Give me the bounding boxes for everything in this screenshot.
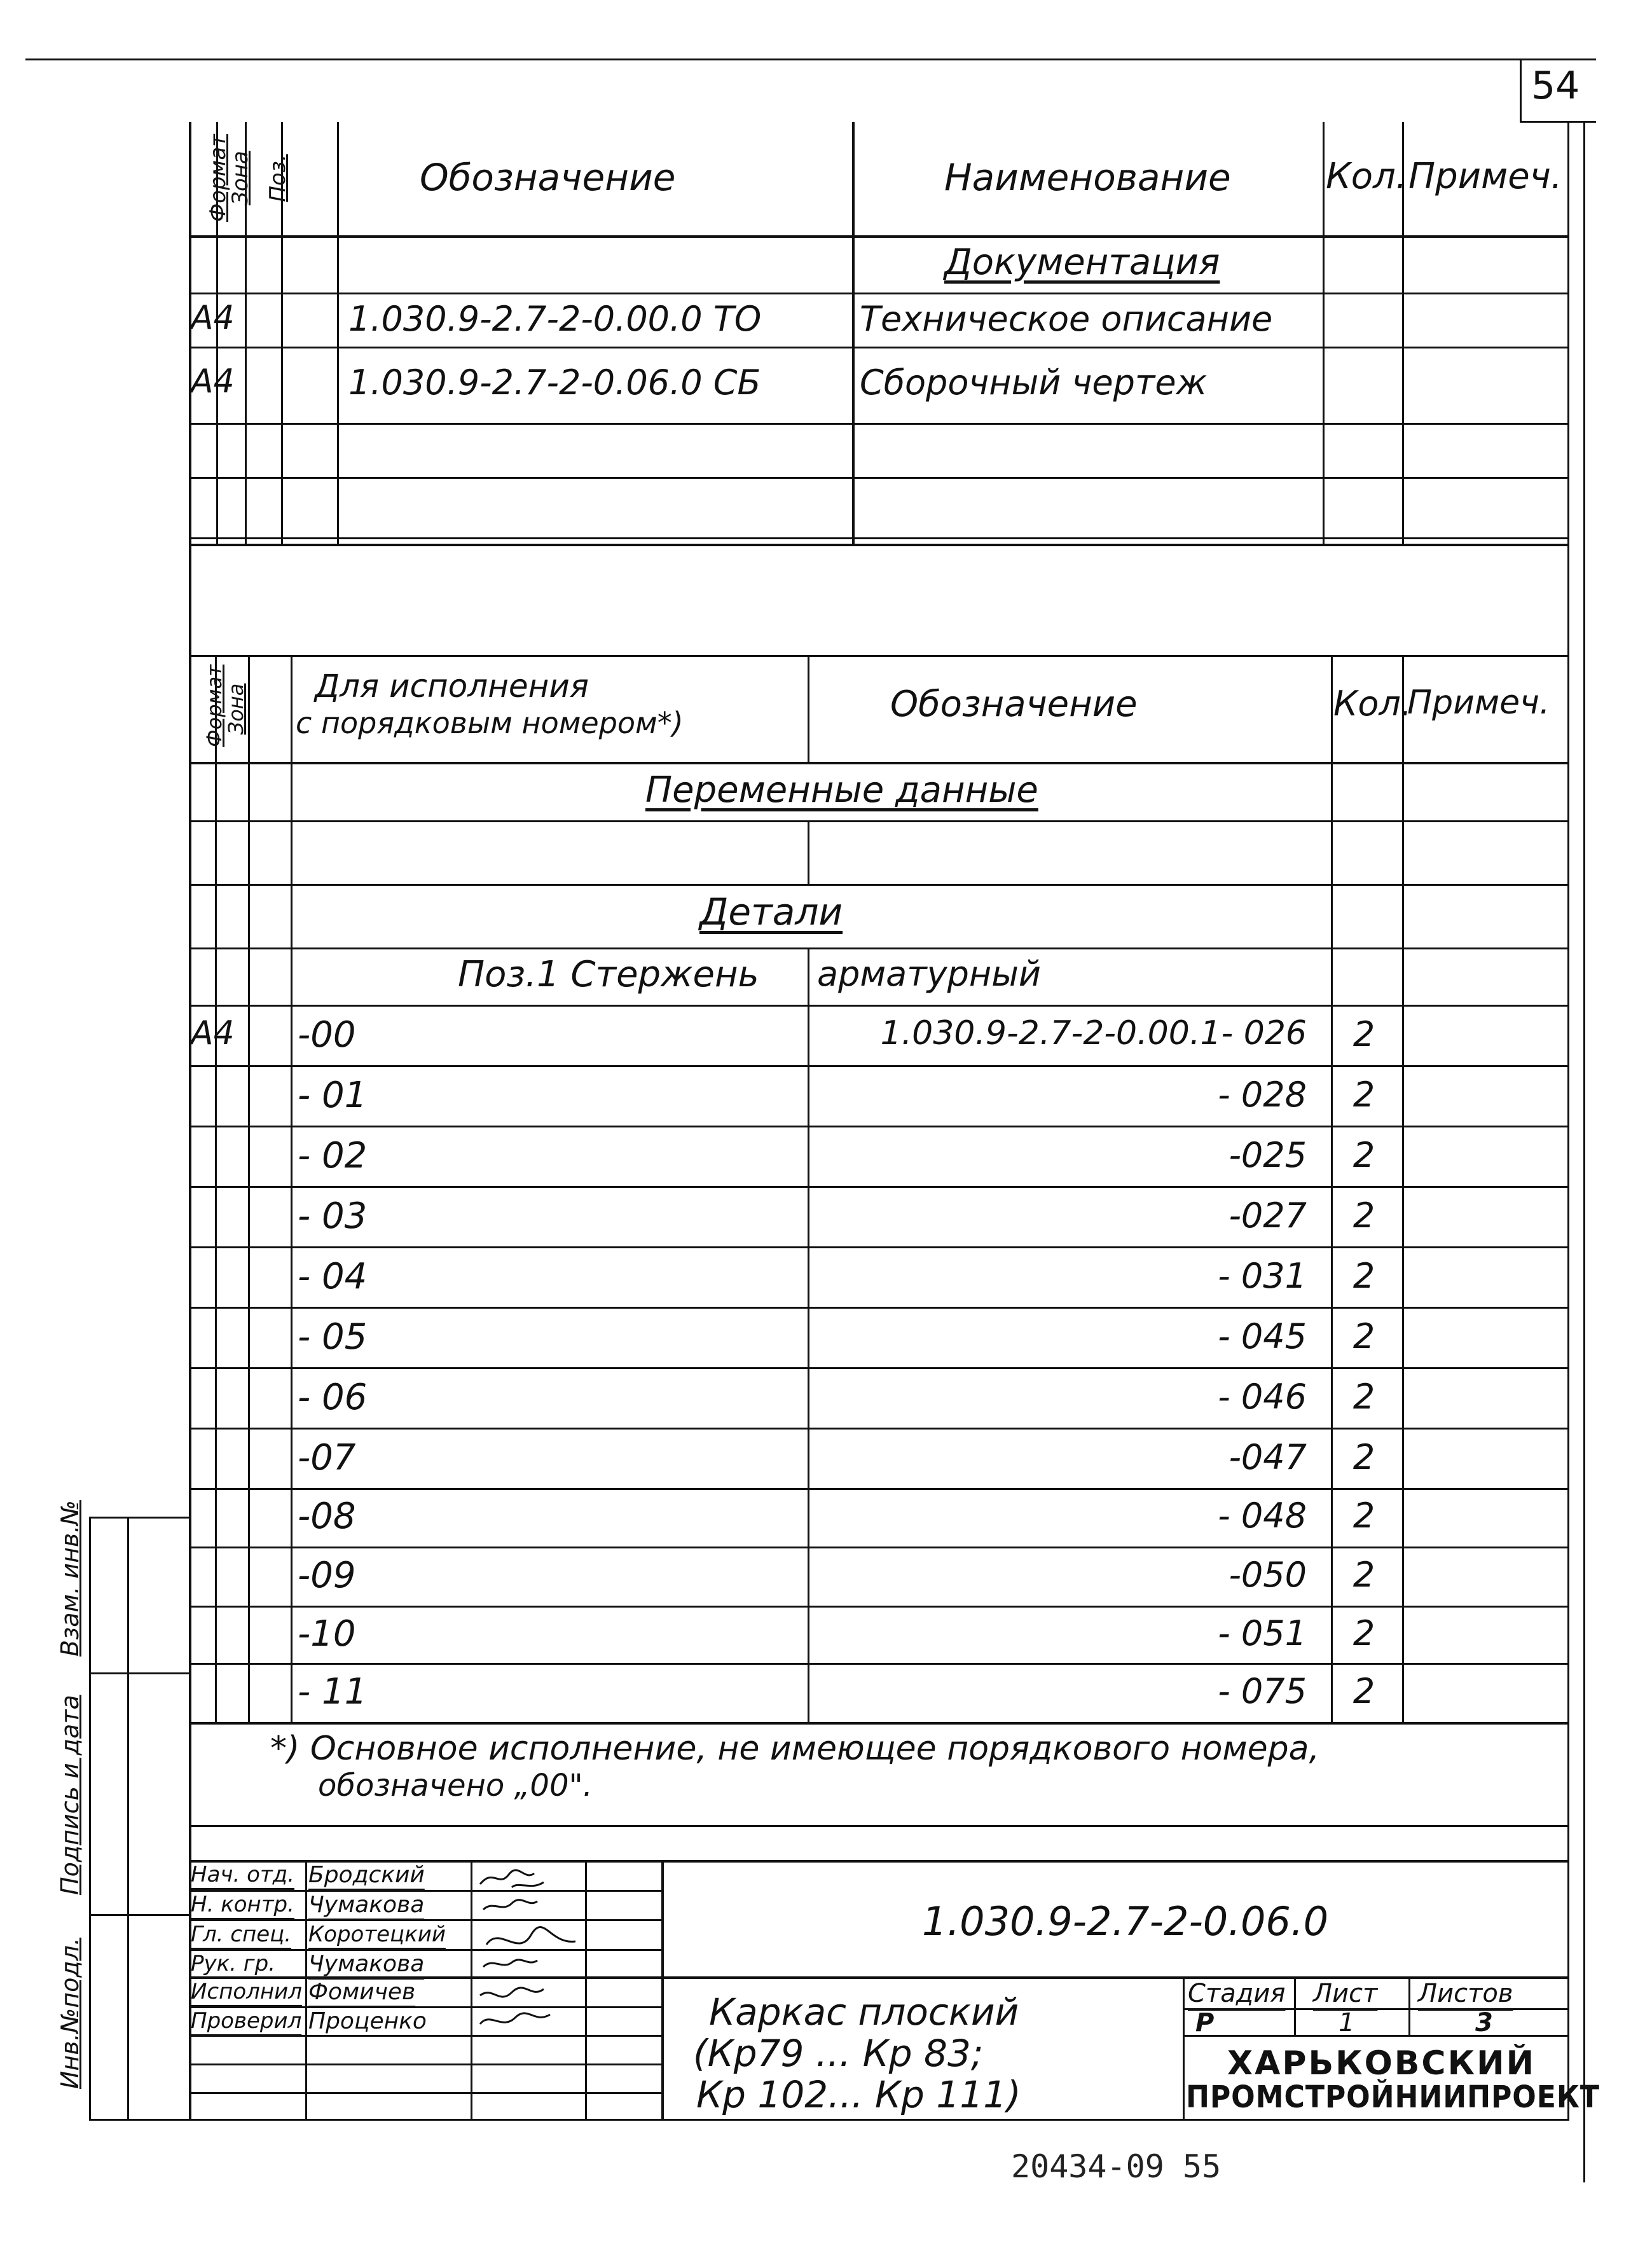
- var-row-line: [189, 820, 1569, 822]
- var-row-designation: - 046: [1218, 1377, 1307, 1417]
- tb-title-line2: (Кр79 ... Кр 83;: [693, 2032, 984, 2075]
- side-label-signature-date: Подпись и дата: [56, 1695, 84, 1895]
- var-row-designation: - 048: [1218, 1496, 1307, 1536]
- var-pos-label-cont: арматурный: [817, 954, 1041, 994]
- var-row-designation: - 075: [1218, 1671, 1307, 1711]
- side-strip-div2: [89, 1914, 191, 1916]
- top-row-line: [189, 477, 1569, 479]
- top-row2-name: Сборочный чертеж: [860, 362, 1208, 403]
- var-row-designation: - 051: [1218, 1613, 1307, 1653]
- top-header-format: Формат: [205, 134, 231, 222]
- tb-col-role: [305, 1860, 307, 2121]
- tb-role: Проверил: [191, 2008, 302, 2034]
- var-row-variant: -07: [298, 1437, 356, 1478]
- var-row-qty: 2: [1353, 1256, 1375, 1296]
- tb-sheets-value: 3: [1475, 2008, 1493, 2037]
- var-row-designation: -047: [1229, 1437, 1307, 1477]
- var-col-variant: [291, 655, 293, 1723]
- var-row-line: [189, 1663, 1569, 1665]
- var-row-variant: - 05: [298, 1316, 368, 1358]
- tb-stage-bottom: [1183, 2035, 1567, 2037]
- tb-role: Рук. гр.: [191, 1951, 276, 1976]
- var-row-line: [189, 1428, 1569, 1430]
- sheet-top-border: [25, 59, 1596, 60]
- table-right-border: [1567, 122, 1569, 1915]
- var-row-qty: 2: [1353, 1496, 1375, 1536]
- var-header-qty: Кол.: [1333, 684, 1412, 724]
- var-row-designation: - 028: [1218, 1075, 1307, 1115]
- var-pos-label: Поз.1 Стержень: [458, 954, 759, 995]
- var-row-qty: 2: [1353, 1014, 1375, 1054]
- top-row-line: [189, 347, 1569, 348]
- tb-role: Исполнил: [191, 1979, 302, 2004]
- var-row-qty: 2: [1353, 1195, 1375, 1236]
- var-row-qty: 2: [1353, 1135, 1375, 1175]
- top-header-bottom: [189, 235, 1569, 238]
- side-label-inv-orig: Инв.№подл.: [56, 1937, 84, 2089]
- tb-person: Чумакова: [308, 1892, 425, 1918]
- var-row-designation: 1.030.9-2.7-2-0.00.1- 026: [880, 1014, 1307, 1052]
- tb-stage-left: [1183, 1978, 1185, 2121]
- tb-col-name: [471, 1860, 472, 2121]
- tb-col-date: [661, 1860, 664, 2121]
- tb-org-line2: ПРОМСТРОЙНИИПРОЕКТ: [1186, 2079, 1600, 2115]
- footnote-line2: обозначено „00".: [318, 1768, 593, 1803]
- var-header-note: Примеч.: [1407, 684, 1550, 722]
- var-header-bottom: [189, 762, 1569, 764]
- var-header-designation: Обозначение: [890, 684, 1138, 725]
- corner-box-left: [1520, 59, 1522, 122]
- var-section-parts: Детали: [699, 890, 843, 934]
- tb-sheet-value: 1: [1339, 2008, 1355, 2037]
- top-row1-name: Техническое описание: [860, 299, 1273, 339]
- var-row-variant: -10: [298, 1613, 356, 1655]
- tb-col-sign: [585, 1860, 587, 2121]
- var-row-designation: - 045: [1218, 1316, 1307, 1356]
- var-row-variant: - 06: [298, 1377, 368, 1418]
- frame-left-line: [189, 122, 191, 2119]
- var-header-format: Формат: [202, 665, 226, 747]
- top-header-pos: Поз.: [265, 154, 291, 202]
- tb-person: Коротецкий: [308, 1922, 446, 1947]
- top-row-line: [189, 537, 1569, 539]
- top-header-zone: Зона: [228, 151, 253, 205]
- var-col-format: [215, 655, 217, 1723]
- tb-org-line1: ХАРЬКОВСКИЙ: [1227, 2044, 1536, 2083]
- footnote-bottom: [189, 1825, 1569, 1827]
- tb-role: Н. контр.: [191, 1892, 294, 1917]
- variant-table-top: [189, 655, 1569, 657]
- tb-document-code: 1.030.9-2.7-2-0.06.0: [922, 1898, 1329, 1945]
- var-row-line: [189, 947, 1569, 949]
- var-row-designation: -050: [1229, 1555, 1307, 1595]
- var-table-bottom: [189, 1722, 1569, 1725]
- var-row-variant: -08: [298, 1496, 356, 1537]
- footnote-line1: *) Основное исполнение, не имеющее порядкового номера,: [270, 1730, 1320, 1768]
- bottom-stamp: 20434-09: [1011, 2148, 1164, 2185]
- top-row1-format: А4: [191, 299, 235, 337]
- var-row-line: [189, 1307, 1569, 1309]
- top-col-qty: [1323, 122, 1325, 545]
- var-row-line: [189, 1488, 1569, 1490]
- var-col-note: [1402, 655, 1404, 1723]
- tb-people-line: [189, 1919, 663, 1921]
- var-row-line: [189, 1065, 1569, 1067]
- var-section-variable-data: Переменные данные: [645, 769, 1038, 811]
- var-col-designation-b: [808, 820, 809, 884]
- tb-sheet-label: Лист: [1313, 1979, 1378, 2008]
- var-row-qty: 2: [1353, 1555, 1375, 1595]
- top-table-bottom: [189, 544, 1569, 546]
- side-strip-div1: [89, 1672, 191, 1674]
- signatures-scribble: [474, 1862, 582, 2034]
- var-col-qty: [1331, 655, 1333, 1723]
- tb-stage-mid: [1183, 2008, 1567, 2010]
- var-row-designation: - 031: [1218, 1256, 1307, 1296]
- top-header-name: Наименование: [944, 156, 1231, 199]
- bottom-page-number: 55: [1183, 2148, 1222, 2185]
- tb-title-line3: Кр 102... Кр 111): [696, 2073, 1021, 2116]
- tb-person: Проценко: [308, 2008, 427, 2034]
- tb-sheets-label: Листов: [1418, 1979, 1513, 2008]
- tb-people-line: [189, 2064, 663, 2065]
- top-row-line: [189, 423, 1569, 425]
- tb-stage-sep1: [1294, 1978, 1296, 2035]
- var-row-variant: - 02: [298, 1135, 368, 1176]
- var-row-designation: -025: [1229, 1135, 1307, 1175]
- var-header-variant-line2: с порядковым номером*): [296, 706, 684, 740]
- top-header-designation: Обозначение: [420, 156, 676, 199]
- side-strip-mid: [127, 1517, 129, 2121]
- var-row-line: [189, 1547, 1569, 1548]
- top-header-note: Примеч.: [1408, 156, 1562, 197]
- var-row-qty: 2: [1353, 1377, 1375, 1417]
- tb-role: Гл. спец.: [191, 1922, 292, 1947]
- var-row-designation: -027: [1229, 1195, 1307, 1236]
- var-row-line: [189, 1005, 1569, 1007]
- var-col-zone: [248, 655, 250, 1723]
- var-row-line: [189, 1367, 1569, 1369]
- top-header-qty: Кол.: [1326, 156, 1407, 197]
- tb-role: Нач. отд.: [191, 1862, 295, 1887]
- var-col-designation-a: [808, 655, 809, 763]
- var-row-line: [189, 1126, 1569, 1127]
- var-row-line: [189, 1246, 1569, 1248]
- var-row-qty: 2: [1353, 1613, 1375, 1653]
- tb-title-line1: Каркас плоский: [709, 1990, 1019, 2034]
- tb-person: Фомичев: [308, 1979, 416, 2005]
- var-row-variant: -09: [298, 1555, 356, 1596]
- var-row-variant: -00: [298, 1014, 356, 1056]
- sheet-right-border: [1583, 122, 1585, 2182]
- var-row-line: [189, 884, 1569, 886]
- sheet-corner-number: 54: [1531, 64, 1580, 108]
- var-row-variant: - 11: [298, 1671, 368, 1712]
- side-strip-top: [89, 1517, 191, 1519]
- var-row-qty: 2: [1353, 1316, 1375, 1356]
- var-header-zone: Зона: [224, 683, 248, 735]
- top-row2-designation: 1.030.9-2.7-2-0.06.0 СБ: [348, 362, 761, 403]
- top-row1-designation: 1.030.9-2.7-2-0.00.0 ТО: [348, 299, 762, 339]
- tb-people-line: [189, 2035, 663, 2037]
- top-col-designation: [337, 122, 339, 545]
- top-row2-format: А4: [191, 362, 235, 401]
- var-row-line: [189, 1606, 1569, 1608]
- top-row-line: [189, 293, 1569, 294]
- tb-stage-value: Р: [1195, 2008, 1215, 2037]
- var-header-variant-line1: Для исполнения: [315, 668, 589, 705]
- var-row-line: [189, 1186, 1569, 1188]
- side-label-replaces-inv: Взам. инв.№: [56, 1500, 84, 1657]
- var-row-qty: 2: [1353, 1437, 1375, 1477]
- tb-stage-sep2: [1408, 1978, 1410, 2035]
- var-row-format: А4: [191, 1014, 235, 1052]
- side-strip-left: [89, 1517, 91, 2121]
- tb-person: Чумакова: [308, 1951, 425, 1977]
- var-row-qty: 2: [1353, 1075, 1375, 1115]
- tb-people-line: [189, 2092, 663, 2094]
- var-row-variant: - 04: [298, 1256, 368, 1297]
- tb-person: Бродский: [308, 1862, 425, 1888]
- var-row-qty: 2: [1353, 1671, 1375, 1711]
- var-row-variant: - 03: [298, 1195, 368, 1237]
- top-col-name: [852, 122, 855, 545]
- frame-bottom-line: [89, 2119, 1567, 2121]
- top-section-documentation: Документация: [944, 242, 1220, 283]
- var-row-variant: - 01: [298, 1075, 368, 1116]
- tb-stage-label: Стадия: [1188, 1979, 1286, 2008]
